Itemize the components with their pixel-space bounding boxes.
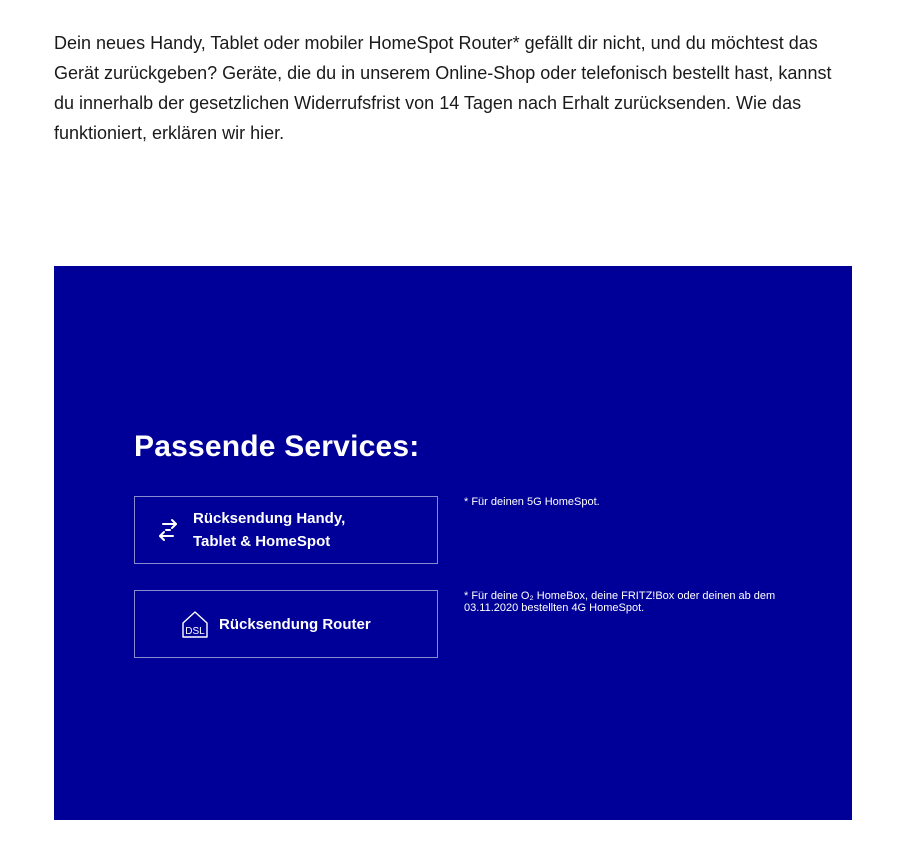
services-panel bbox=[54, 266, 852, 820]
return-router-button-label: Rücksendung Router bbox=[219, 615, 371, 633]
dsl-house-icon bbox=[179, 608, 211, 640]
router-note: * Für deine O₂ HomeBox, deine FRITZ!Box oder deinen ab dem 03.11.2020 bestellten 4G HomeSpot. bbox=[464, 590, 776, 614]
intro-paragraph: Dein neues Handy, Tablet oder mobiler HomeSpot Router* gefällt dir nicht, und du möchtest das Gerät zurückgeben? Geräte, die du in unserem Online-Shop oder telefonisch bestellt hast, kannst du innerhalb der gesetzlichen Widerrufsfrist von 14 Tagen nach Erhalt zurücksenden. Wie das funktioniert, erklären wir hier. bbox=[54, 33, 832, 143]
return-phone-tablet-homespot-button[interactable] bbox=[134, 496, 438, 564]
return-router-button[interactable] bbox=[134, 590, 438, 658]
dsl-icon-text: DSL bbox=[185, 626, 205, 637]
exchange-arrows-icon bbox=[153, 515, 183, 545]
homespot-5g-note: * Für deinen 5G HomeSpot. bbox=[464, 496, 600, 508]
return-phone-button-label: Rücksendung Handy, Tablet & HomeSpot bbox=[193, 510, 346, 550]
services-title: Passende Services: bbox=[134, 430, 420, 463]
